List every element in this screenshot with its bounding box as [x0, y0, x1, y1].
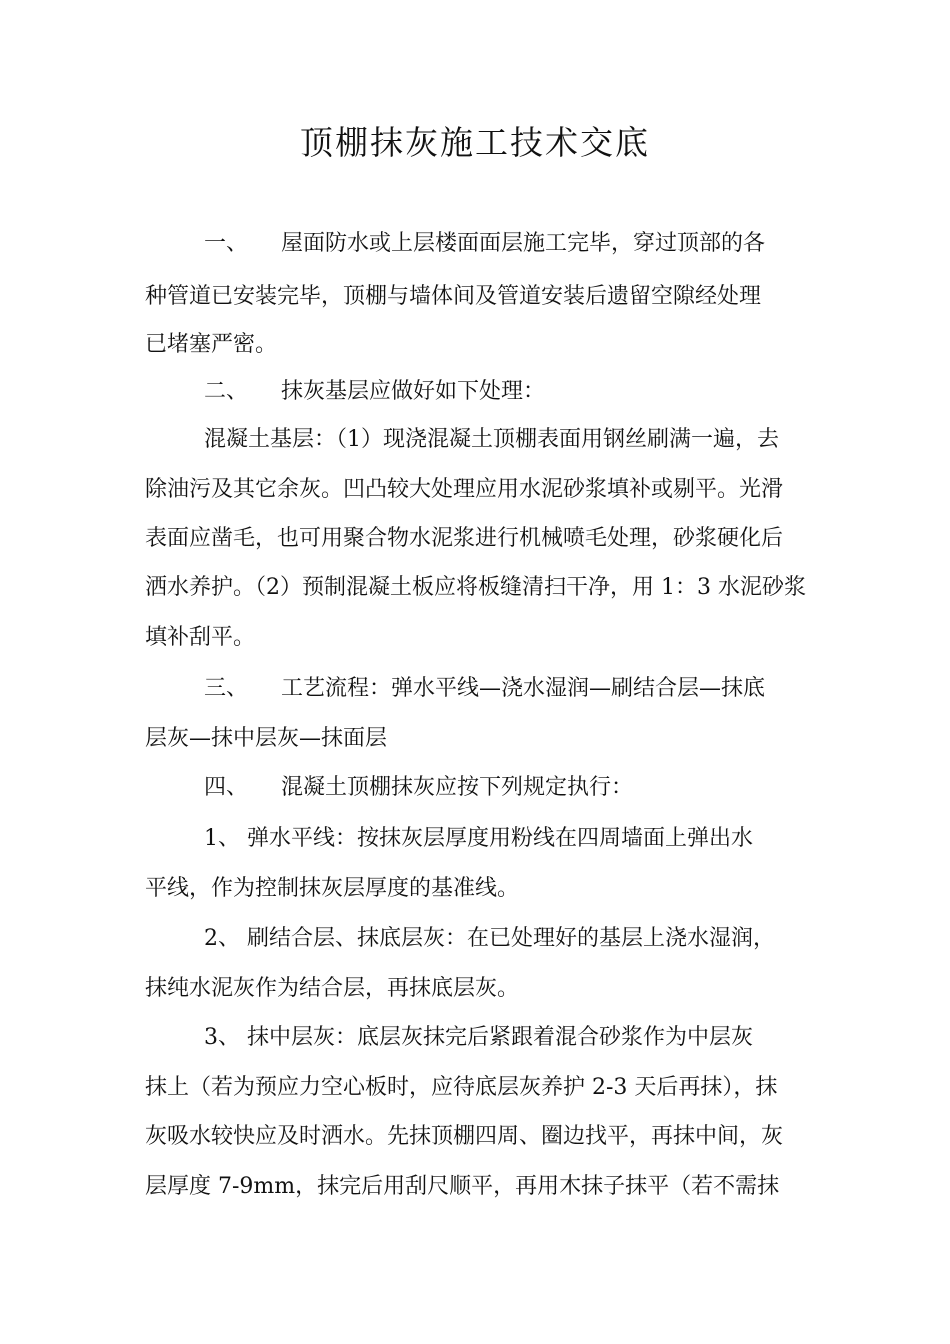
paragraph-line: 1、 弹水平线：按抹灰层厚度用粉线在四周墙面上弹出水 [204, 826, 753, 851]
paragraph-line: 2、 刷结合层、抹底层灰：在已处理好的基层上浇水湿润， [204, 926, 775, 951]
paragraph-line: 洒水养护。（2）预制混凝土板应将板缝清扫干净，用 1：3 水泥砂浆 [145, 575, 806, 600]
paragraph-line: 一、 屋面防水或上层楼面面层施工完毕，穿过顶部的各 [204, 231, 766, 256]
document-title: 顶棚抹灰施工技术交底 [300, 123, 650, 162]
paragraph-line: 除油污及其它余灰。凹凸较大处理应用水泥砂浆填补或剔平。光滑 [145, 477, 784, 502]
paragraph-line: 填补刮平。 [145, 625, 256, 650]
paragraph-line: 已堵塞严密。 [145, 332, 278, 357]
paragraph-line: 3、 抹中层灰：底层灰抹完后紧跟着混合砂浆作为中层灰 [204, 1025, 753, 1050]
paragraph-line: 抹纯水泥灰作为结合层，再抹底层灰。 [145, 976, 520, 1001]
paragraph-line: 四、 混凝土顶棚抹灰应按下列规定执行： [204, 775, 634, 800]
paragraph-line: 平线，作为控制抹灰层厚度的基准线。 [145, 876, 520, 901]
paragraph-line: 灰吸水较快应及时洒水。先抹顶棚四周、圈边找平，再抹中间，灰 [145, 1124, 784, 1149]
paragraph-line: 抹上（若为预应力空心板时，应待底层灰养护 2-3 天后再抹），抹 [145, 1075, 778, 1100]
paragraph-line: 二、 抹灰基层应做好如下处理： [204, 379, 546, 404]
paragraph-line: 种管道已安装完毕，顶棚与墙体间及管道安装后遗留空隙经处理 [145, 284, 762, 309]
paragraph-line: 混凝土基层：（1）现浇混凝土顶棚表面用钢丝刷满一遍，去 [204, 427, 779, 452]
paragraph-line: 三、 工艺流程：弹水平线—浇水湿润—刷结合层—抹底 [204, 676, 766, 701]
paragraph-line: 层灰—抹中层灰—抹面层 [145, 726, 388, 751]
paragraph-line: 表面应凿毛，也可用聚合物水泥浆进行机械喷毛处理，砂浆硬化后 [145, 526, 784, 551]
paragraph-line: 层厚度 7-9mm，抹完后用刮尺顺平，再用木抹子抹平（若不需抹 [145, 1174, 780, 1199]
